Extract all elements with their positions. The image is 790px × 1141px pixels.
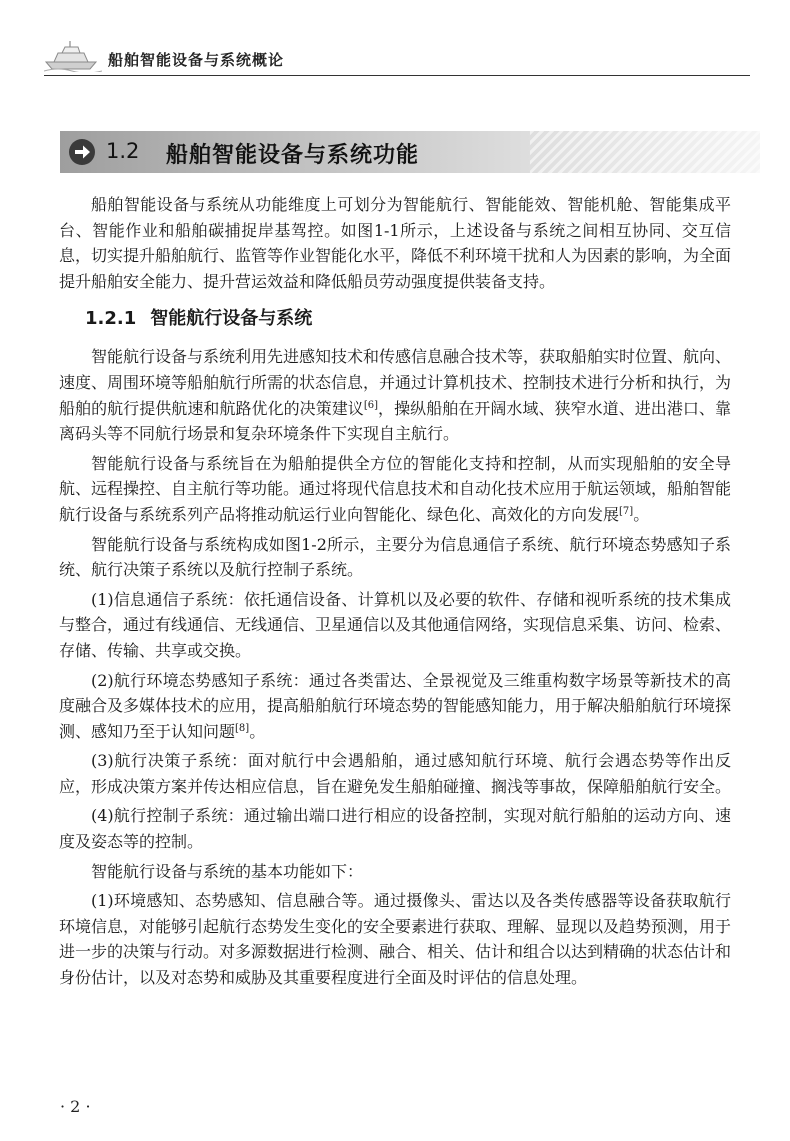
section-title: 船舶智能设备与系统功能 <box>166 143 420 168</box>
list-item: (4)航行控制子系统：通过输出端口进行相应的设备控制，实现对航行船舶的运动方向、速度及姿态等的控制。 <box>59 806 731 852</box>
list-item: (3)航行决策子系统：面对航行中会遇船舶，通过感知航行环境、航行会遇态势等作出反应，形成决策方案并传达相应信息，旨在避免发生船舶碰撞、搁浅等事故，保障船舶航行安全。 <box>59 751 732 796</box>
paragraph-text: 智能航行设备与系统利用先进感知技术和传感信息融合技术等，获取船舶实时位置、航向、速度、周围环境等船舶航行所需的状态信息，并通过计算机技术、控制技术进行分析和执行，为船舶的航行提供航速和航路优化的决策建议 <box>59 347 732 418</box>
section-number: 1.2 <box>106 139 140 163</box>
arrow-right-circle-icon <box>68 138 96 166</box>
paragraph: 智能航行设备与系统构成如图1-2所示，主要分为信息通信子系统、航行环境态势感知子系统、航行决策子系统以及航行控制子系统。 <box>59 534 731 580</box>
citation-ref: [6] <box>363 399 379 411</box>
paragraph: 智能航行设备与系统的基本功能如下： <box>91 861 364 881</box>
paragraph-text: 。 <box>249 721 266 741</box>
citation-ref: [7] <box>619 505 634 517</box>
subsection-heading <box>59 306 731 332</box>
header-divider <box>44 75 750 76</box>
section-heading-band <box>60 131 760 173</box>
list-item: (1)环境感知、态势感知、信息融合等。通过摄像头、雷达以及各类传感器等设备获取航行环境信息，对能够引起航行态势发生变化的安全要素进行获取、理解、显现以及趋势预测，用于进一步的决策与行动。对多源数据进行检测、融合、相关、估计和组合以达到精确的状态估计和身份估计，以及对态势和威胁及其重要程度进行全面及时评估的信息处理。 <box>59 891 732 988</box>
subsection-title: 智能航行设备与系统 <box>150 308 313 330</box>
ship-icon <box>44 38 102 72</box>
paragraph <box>59 344 731 446</box>
page-body <box>59 192 731 995</box>
intro-paragraph: 船舶智能设备与系统从功能维度上可划分为智能航行、智能能效、智能机舱、智能集成平台、智能作业和船舶碳捕捉岸基驾控。如图1-1所示，上述设备与系统之间相互协同、交互信息，切实提升船舶航行、监管等作业智能化水平，降低不利环境干扰和人为因素的影响，为全面提升船舶安全能力、提升营运效益和降低船员劳动强度提供装备支持。 <box>59 195 732 291</box>
page-header <box>0 0 790 88</box>
citation-ref: [8] <box>235 722 250 734</box>
paragraph-text: ，操纵船舶在开阔水域、狭窄水道、进出港口、靠离码头等不同航行场景和复杂环境条件下实现自主航行。 <box>59 398 731 444</box>
paragraph-text: 智能航行设备与系统旨在为船舶提供全方位的智能化支持和控制，从而实现船舶的安全导航、远程操控、自主航行等功能。通过将现代信息技术和自动化技术应用于航运领域，船舶智能航行设备与系统系列产品将推动航运行业向智能化、绿色化、高效化的方向发展 <box>59 453 732 524</box>
band-stripes <box>530 131 760 173</box>
page-number: · 2 · <box>60 1097 91 1116</box>
paragraph <box>59 451 731 528</box>
list-item: (1)信息通信子系统：依托通信设备、计算机以及必要的软件、存储和视听系统的技术集成与整合，通过有线通信、无线通信、卫星通信以及其他通信网络，实现信息采集、访问、检索、存储、传输、共享或交换。 <box>59 589 732 660</box>
paragraph-text: 。 <box>633 504 650 524</box>
list-item <box>59 668 731 745</box>
book-title: 船舶智能设备与系统概论 <box>108 51 285 69</box>
paragraph-text: (2)航行环境态势感知子系统：通过各类雷达、全景视觉及三维重构数字场景等新技术的高度融合及多媒体技术的应用，提高船舶航行环境态势的智能感知能力，用于解决船舶航行环境探测、感知乃至于认知问题 <box>59 670 732 741</box>
subsection-number: 1.2.1 <box>85 308 137 330</box>
